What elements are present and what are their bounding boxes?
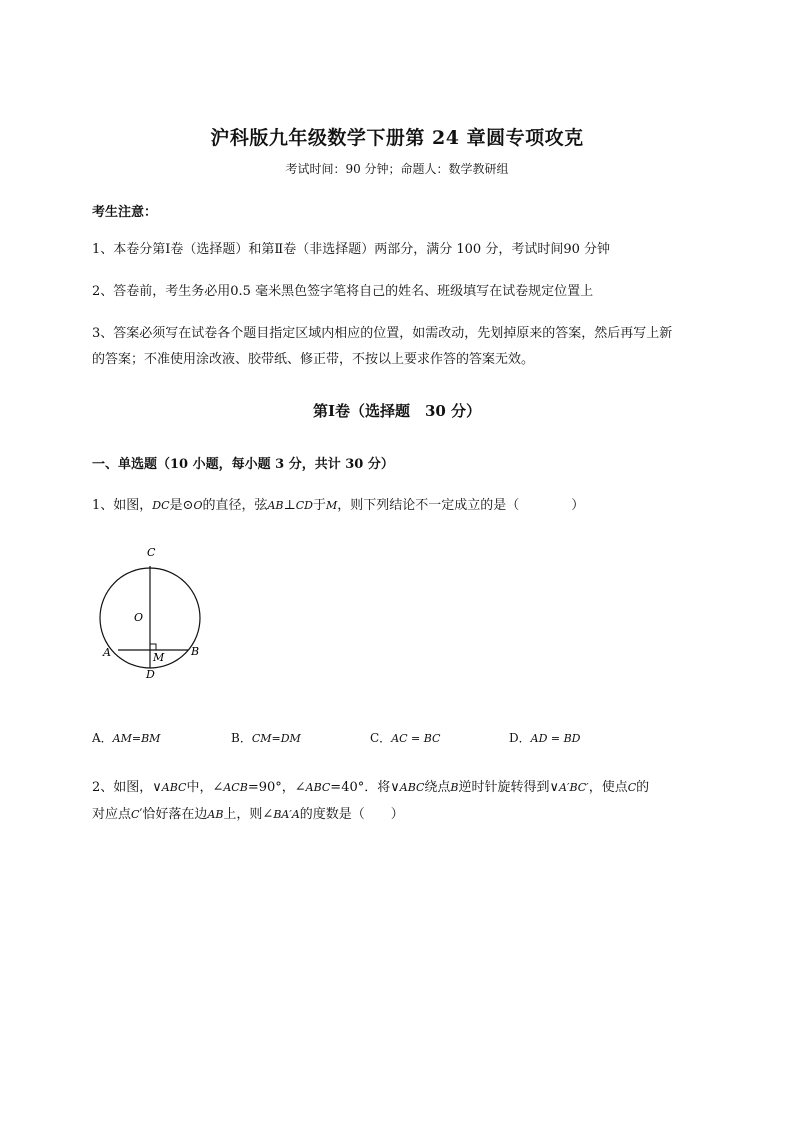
question-2-line-2	[92, 803, 404, 822]
notice-item-2: 2、答卷前，考生务必用0.5 毫米黑色签字笔将自己的姓名、班级填写在试卷规定位置上	[92, 284, 594, 299]
label-b: B	[191, 645, 200, 658]
q2-text: 对应点	[92, 807, 132, 822]
page-title: 沪科版九年级数学下册第 24 章圆专项攻克	[210, 127, 584, 149]
option-b[interactable]	[231, 729, 301, 746]
q1-math: M	[326, 499, 338, 512]
q2-math: ABC	[305, 781, 331, 794]
q2-math: C	[131, 808, 140, 821]
question-2-line-1	[92, 776, 649, 795]
label-o: O	[134, 611, 144, 624]
q1-text: ⊥	[283, 498, 296, 513]
label-a: A	[103, 646, 111, 659]
option-letter: B．	[231, 731, 252, 745]
q2-text: =40°．将∨	[330, 780, 400, 795]
q2-text: 上，则∠	[223, 807, 274, 822]
q1-math: DC	[152, 499, 170, 512]
q2-text: 逆时针旋转得到∨	[458, 780, 560, 795]
q2-text: 2、如图，∨	[92, 780, 162, 795]
notice-item-3-line1: 3、答案必须写在试卷各个题目指定区域内相应的位置，如需改动，先划掉原来的答案，然后再写上新	[92, 326, 673, 341]
section-title: 第Ⅰ卷（选择题 30 分）	[312, 402, 482, 420]
q2-math: C	[627, 781, 637, 794]
option-letter: A．	[92, 731, 113, 745]
option-expression: AM=BM	[112, 732, 161, 745]
option-expression: AD = BD	[530, 732, 581, 745]
q1-math: AB	[267, 499, 284, 512]
q2-math: A′BC′	[559, 781, 589, 794]
label-d: D	[146, 668, 155, 681]
q2-text: =90°，∠	[247, 780, 306, 795]
q2-text: 中，∠	[186, 780, 224, 795]
q1-text: 的直径，弦	[202, 498, 268, 513]
option-letter: C．	[370, 731, 392, 745]
option-c[interactable]	[370, 729, 440, 746]
q2-math: BA′A	[273, 808, 300, 821]
q2-math: ABC	[161, 781, 187, 794]
exam-info: 考试时间：90 分钟；命题人：数学教研组	[285, 162, 509, 176]
notice-item-1: 1、本卷分第Ⅰ卷（选择题）和第Ⅱ卷（非选择题）两部分，满分 100 分，考试时间90 分钟	[92, 242, 610, 257]
q2-math: ACB	[223, 781, 248, 794]
q1-text: 于	[313, 498, 327, 513]
option-expression: AC = BC	[391, 732, 441, 745]
q2-text: ，使点	[588, 780, 628, 795]
option-d[interactable]	[509, 729, 581, 746]
q1-text: 1、如图，	[92, 498, 153, 513]
option-expression: CM=DM	[251, 732, 301, 745]
part-heading: 一、单选题（10 小题，每小题 3 分，共计 30 分）	[92, 457, 394, 472]
q2-text: 的	[636, 780, 650, 795]
question-1-stem	[92, 494, 584, 513]
label-c: C	[147, 546, 156, 559]
circle-diagram	[92, 540, 222, 685]
q2-text: 绕点	[424, 780, 451, 795]
right-angle-mark	[150, 644, 156, 650]
label-m: M	[153, 651, 165, 664]
q2-text: 的度数是（ ）	[299, 807, 404, 822]
option-a[interactable]	[92, 729, 160, 746]
q1-math: CD	[295, 499, 313, 512]
q1-text: 是⊙	[169, 498, 194, 513]
q1-math: O	[193, 499, 203, 512]
q2-text: ′恰好落在边	[139, 807, 208, 822]
option-letter: D．	[509, 731, 531, 745]
q1-text: ，则下列结论不一定成立的是（ ）	[337, 498, 585, 513]
q2-math: B	[450, 781, 459, 794]
notice-heading: 考生注意：	[92, 205, 158, 220]
q2-math: AB	[207, 808, 224, 821]
notice-item-3-line2: 的答案；不准使用涂改液、胶带纸、修正带，不按以上要求作答的答案无效。	[92, 352, 535, 367]
q2-math: ABC	[399, 781, 425, 794]
